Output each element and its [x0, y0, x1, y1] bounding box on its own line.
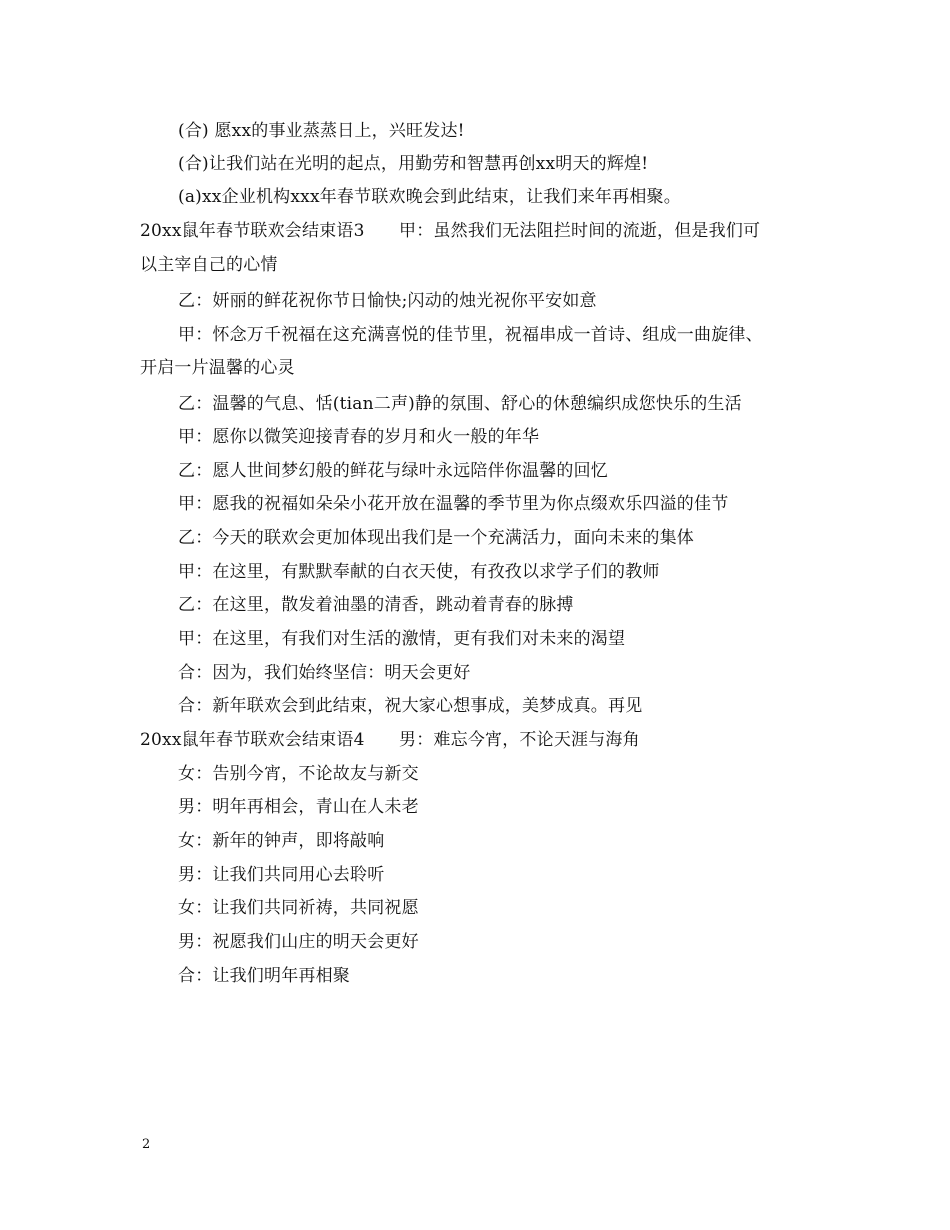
paragraph-line: 甲：在这里，有我们对生活的激情，更有我们对未来的渴望 [178, 629, 626, 649]
paragraph-line: 甲：愿你以微笑迎接青春的岁月和火一般的年华 [178, 427, 540, 447]
paragraph-line: 合：新年联欢会到此结束，祝大家心想事成，美梦成真。再见 [178, 696, 643, 716]
paragraph-line: 乙：今天的联欢会更加体现出我们是一个充满活力，面向未来的集体 [178, 528, 694, 548]
paragraph-line: 合：让我们明年再相聚 [178, 966, 350, 986]
paragraph-line: 乙：妍丽的鲜花祝你节日愉快;闪动的烛光祝你平安如意 [178, 291, 597, 311]
paragraph-line: 甲：在这里，有默默奉献的白衣天使，有孜孜以求学子们的教师 [178, 562, 660, 582]
section-heading-line: 20xx鼠年春节联欢会结束语4 男：难忘今宵，不论天涯与海角 [140, 730, 640, 750]
paragraph-line: 男：让我们共同用心去聆听 [178, 865, 385, 885]
paragraph-line: 女：告别今宵，不论故友与新交 [178, 764, 419, 784]
paragraph-line: 乙：温馨的气息、恬(tian二声)静的氛围、舒心的休憩编织成您快乐的生活 [178, 394, 742, 414]
page-number: 2 [142, 1137, 151, 1152]
paragraph-line: 以主宰自己的心情 [140, 255, 278, 275]
paragraph-line: 甲：愿我的祝福如朵朵小花开放在温馨的季节里为你点缀欢乐四溢的佳节 [178, 494, 729, 514]
paragraph-line: 合：因为，我们始终坚信：明天会更好 [178, 663, 471, 683]
paragraph-line: (a)xx企业机构xxx年春节联欢晚会到此结束，让我们来年再相聚。 [178, 187, 681, 207]
paragraph-line: (合) 愿xx的事业蒸蒸日上，兴旺发达! [178, 121, 465, 141]
paragraph-line: 乙：愿人世间梦幻般的鲜花与绿叶永远陪伴你温馨的回忆 [178, 461, 608, 481]
paragraph-line: 女：让我们共同祈祷，共同祝愿 [178, 898, 419, 918]
paragraph-line: 男：明年再相会，青山在人未老 [178, 797, 419, 817]
paragraph-line: (合)让我们站在光明的起点，用勤劳和智慧再创xx明天的辉煌! [178, 154, 649, 174]
section-heading-line: 20xx鼠年春节联欢会结束语3 甲：虽然我们无法阻拦时间的流逝，但是我们可 [140, 221, 761, 241]
paragraph-line: 男：祝愿我们山庄的明天会更好 [178, 932, 419, 952]
paragraph-line: 开启一片温馨的心灵 [140, 358, 295, 378]
paragraph-line: 女：新年的钟声，即将敲响 [178, 831, 385, 851]
paragraph-line: 甲：怀念万千祝福在这充满喜悦的佳节里，祝福串成一首诗、组成一曲旋律、 [178, 325, 763, 345]
paragraph-line: 乙：在这里，散发着油墨的清香，跳动着青春的脉搏 [178, 595, 574, 615]
